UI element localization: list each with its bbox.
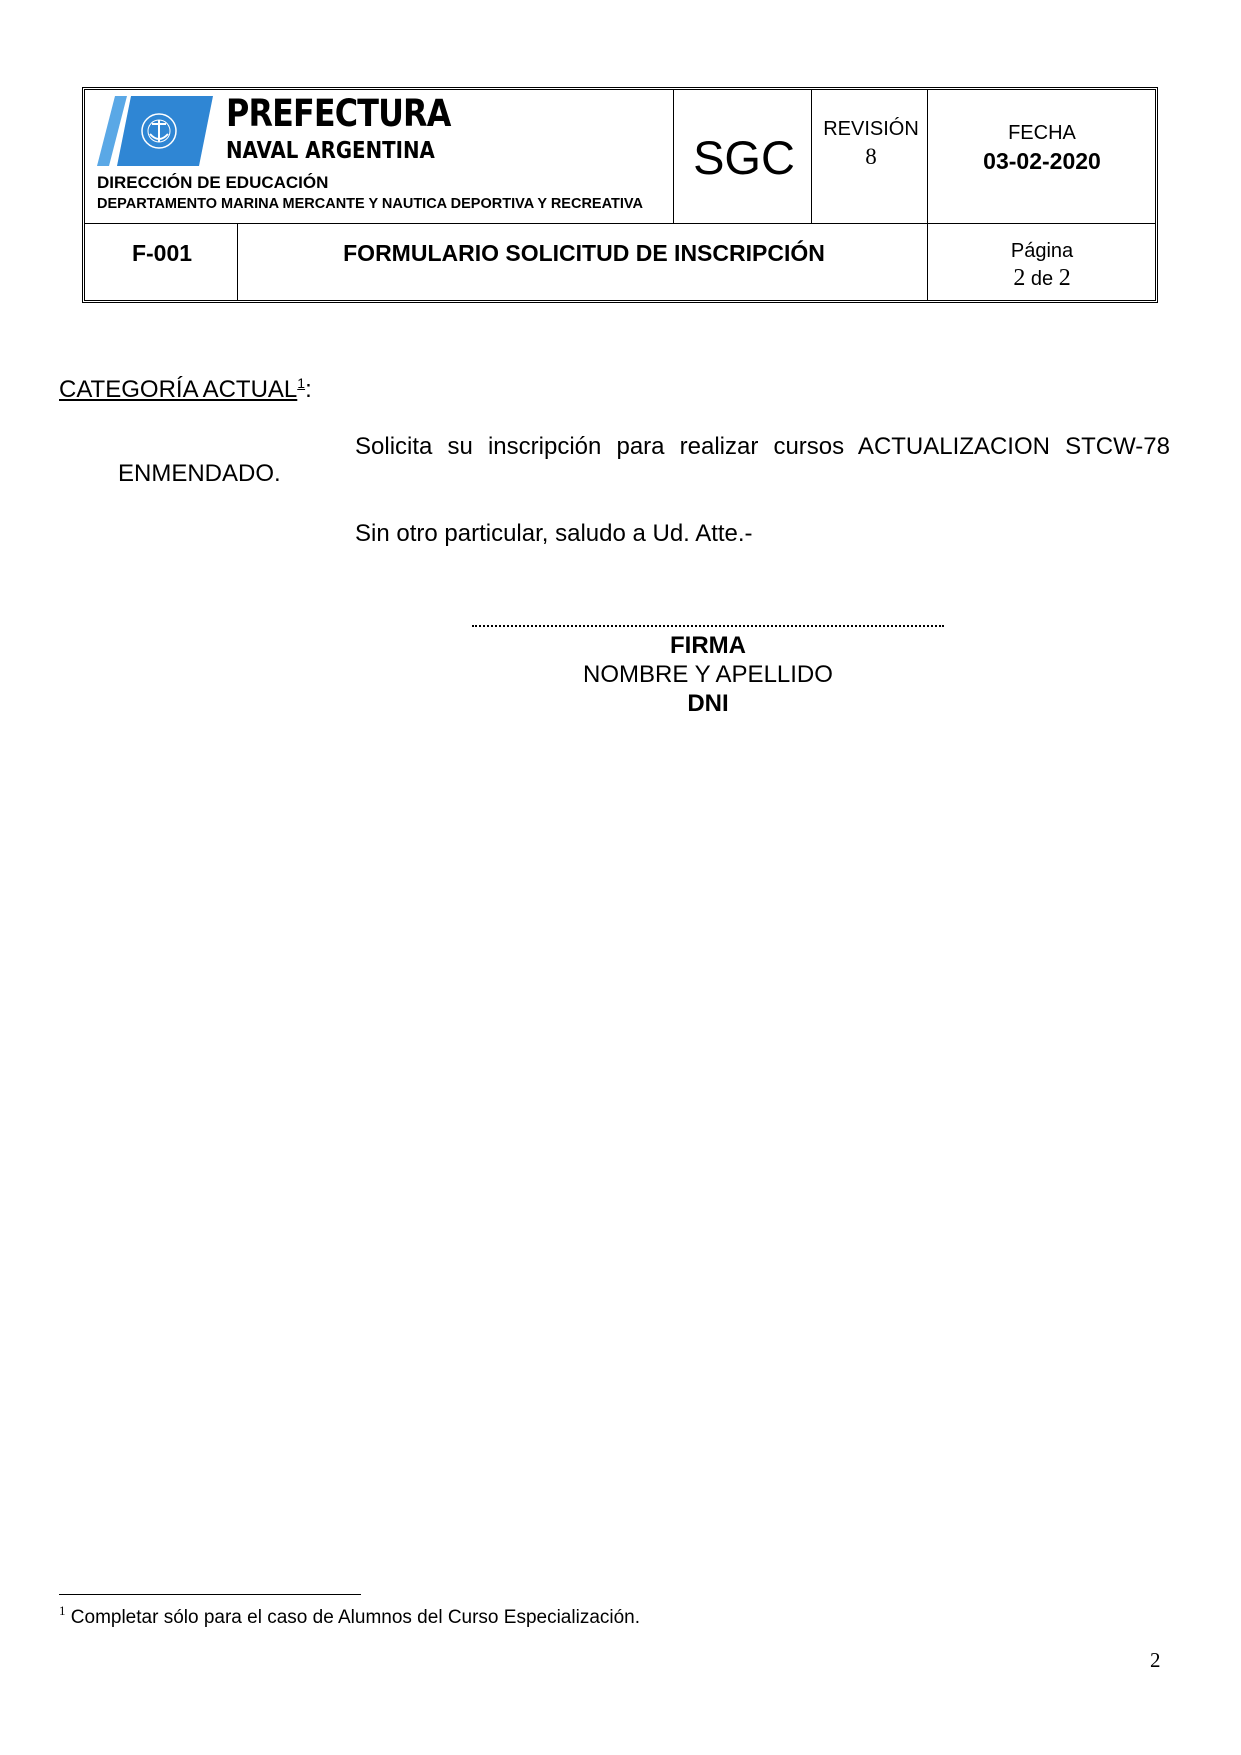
closing-paragraph: Sin otro particular, saludo a Ud. Atte.- — [355, 520, 753, 547]
page-of: de — [1030, 268, 1054, 290]
revision-value: 8 — [865, 144, 877, 169]
logo-title: PREFECTURA — [226, 92, 451, 135]
page-number: 2 — [1150, 1648, 1161, 1672]
signature-line — [472, 625, 944, 627]
page-total: 2 — [1058, 265, 1071, 291]
department-name: DEPARTAMENTO MARINA MERCANTE Y NAUTICA DEPORTIVA Y RECREATIVA — [97, 196, 643, 212]
footnote-separator — [59, 1594, 361, 1595]
form-code: F-001 — [131, 240, 193, 266]
page-count-cell — [929, 224, 1155, 300]
direction-name: DIRECCIÓN DE EDUCACIÓN — [97, 173, 329, 192]
date-label: FECHA — [1008, 122, 1076, 144]
institution-logo-block — [91, 94, 671, 220]
management-system-code: SGC — [693, 130, 795, 184]
date-value: 03-02-2020 — [983, 148, 1101, 174]
request-paragraph: Solicita su inscripción para realizar cursos ACTUALIZACION STCW-78 — [355, 433, 1170, 460]
revision-label: REVISIÓN — [823, 118, 919, 140]
signature-label: FIRMA — [670, 632, 746, 659]
page-current: 2 — [1013, 265, 1026, 291]
logo-subtitle: NAVAL ARGENTINA — [226, 138, 435, 164]
date-cell — [929, 90, 1155, 224]
dni-label: DNI — [687, 690, 729, 717]
footnote-reference: 1 — [297, 375, 306, 391]
category-label: CATEGORÍA ACTUAL — [59, 376, 298, 403]
name-label: NOMBRE Y APELLIDO — [583, 661, 833, 688]
request-paragraph-continuation: ENMENDADO. — [118, 460, 281, 487]
revision-cell — [813, 90, 929, 224]
form-title: FORMULARIO SOLICITUD DE INSCRIPCIÓN — [343, 240, 825, 266]
page-label: Página — [1010, 240, 1074, 262]
header-divider — [673, 90, 674, 224]
prefectura-emblem-icon — [97, 96, 213, 166]
footnote-text: Completar sólo para el caso de Alumnos del Curso Especialización. — [65, 1607, 641, 1628]
document-header-table — [82, 87, 1158, 303]
footnote — [59, 1603, 640, 1629]
category-line — [59, 375, 312, 404]
category-colon: : — [305, 376, 312, 403]
signature-block — [472, 631, 944, 718]
page-count — [929, 265, 1155, 292]
footnote-number: 1 — [59, 1603, 66, 1618]
